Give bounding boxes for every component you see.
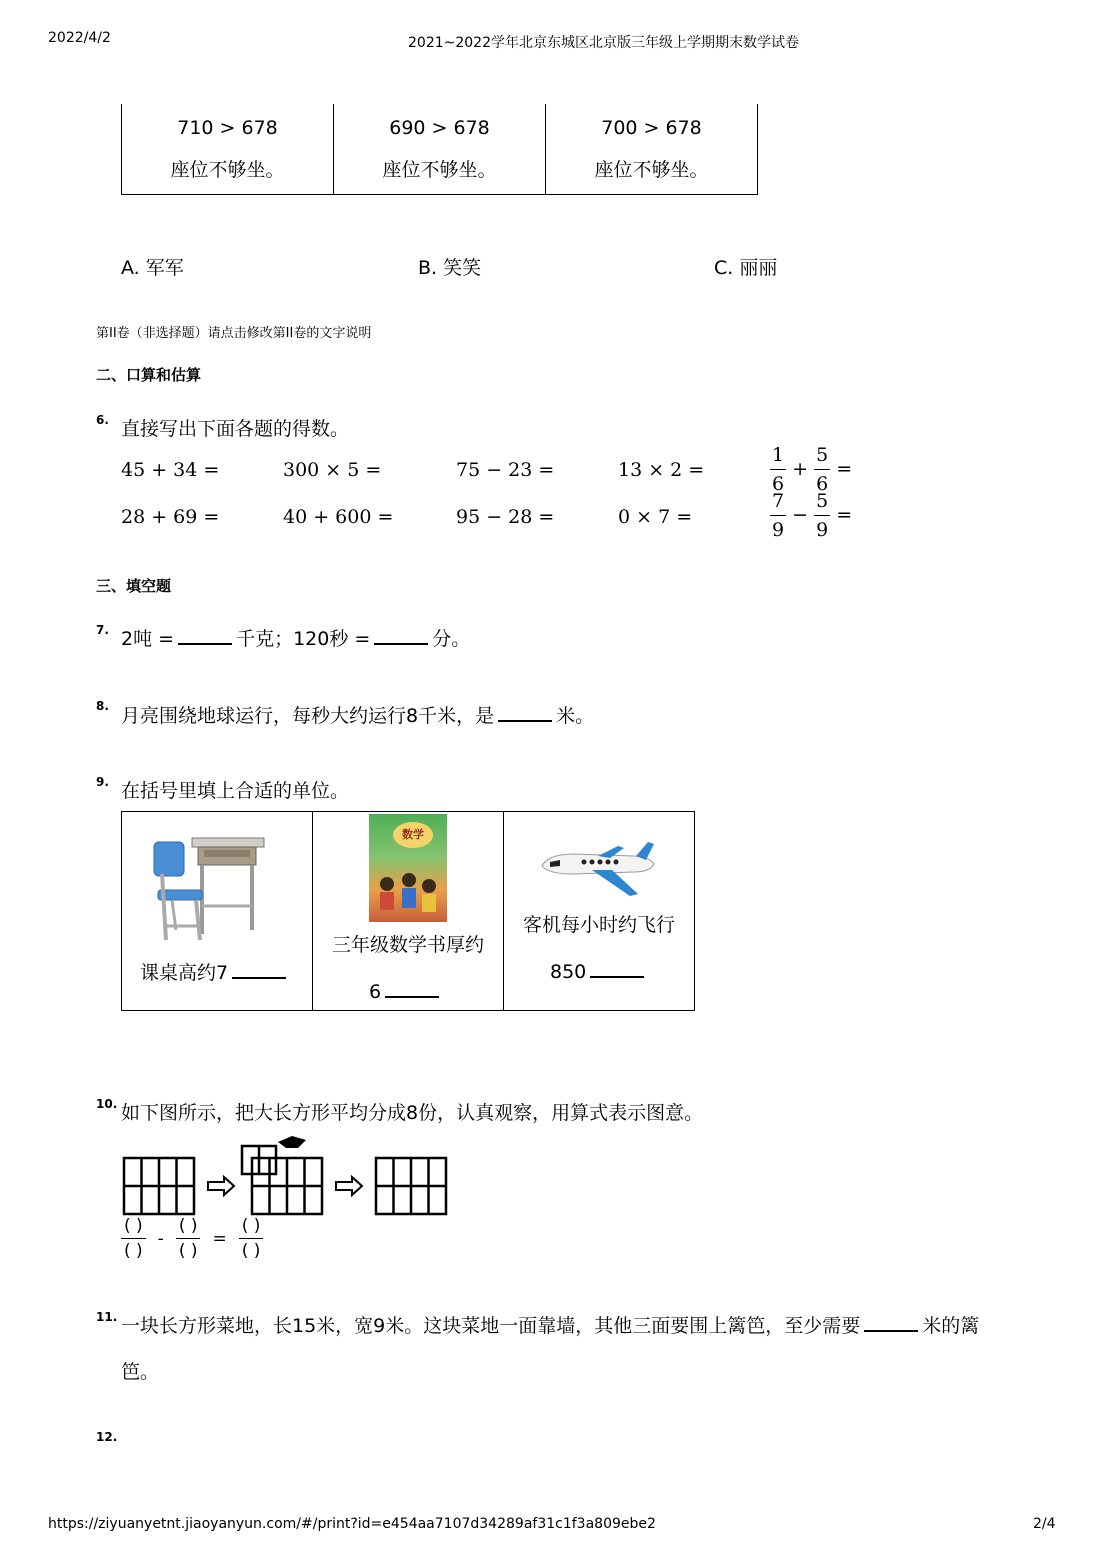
question-number: 7. (96, 623, 109, 637)
fraction-calc-item (770, 446, 852, 494)
fraction-calc-item (770, 492, 852, 540)
plane-value: 850 (550, 961, 587, 983)
question-number: 6. (96, 413, 109, 427)
desk-cell (122, 812, 313, 1011)
fraction-equation (121, 1218, 263, 1260)
plane-prompt-line2 (550, 958, 648, 983)
question-text (121, 1311, 979, 1338)
minus-sign: - (157, 1229, 164, 1249)
calc-item: 300 × 5 = (283, 459, 382, 481)
calc-item: 95 − 28 = (456, 506, 555, 528)
text-part: 米。 (556, 705, 595, 727)
denominator-blank: ( ) (178, 1241, 198, 1261)
denominator-blank: ( ) (124, 1241, 143, 1261)
result-text: 座位不够坐。 (170, 158, 285, 181)
desk-text: 课桌高约7 (140, 962, 229, 984)
fraction-blank[interactable] (239, 1218, 264, 1260)
answer-blank[interactable] (178, 625, 232, 645)
text-part: 2吨 = (121, 628, 175, 650)
answer-blank[interactable] (385, 978, 439, 998)
text-part: 米的篱 (922, 1315, 980, 1337)
text-part: 分。 (432, 628, 471, 650)
question-number: 12. (96, 1430, 118, 1444)
answer-blank[interactable] (232, 959, 286, 979)
section-heading: 三、填空题 (96, 577, 172, 595)
numerator: 5 (814, 492, 830, 516)
option-cell-a (122, 104, 334, 195)
operator: + (792, 458, 809, 480)
compare-text: 690 > 678 (389, 116, 490, 139)
equals: = (836, 504, 853, 526)
denominator: 9 (816, 519, 829, 541)
plane-prompt-line1: 客机每小时约飞行 (522, 914, 675, 936)
equals-sign: = (212, 1229, 227, 1249)
print-date: 2022/4/2 (48, 30, 111, 46)
calc-item: 40 + 600 = (283, 506, 394, 528)
document-title: 2021~2022学年北京东城区北京版三年级上学期期末数学试卷 (408, 35, 799, 51)
question-text-line2: 笆。 (121, 1361, 160, 1383)
children-illustration (369, 862, 447, 922)
denominator: 6 (816, 473, 829, 495)
question-text (121, 701, 594, 728)
compare-text: 700 > 678 (601, 116, 702, 139)
numerator: 7 (770, 492, 786, 516)
choice-b[interactable]: B. 笑笑 (418, 257, 482, 279)
question-text: 在括号里填上合适的单位。 (121, 780, 350, 802)
fraction-blank[interactable] (121, 1218, 146, 1260)
page-number: 2/4 (1033, 1516, 1056, 1532)
answer-blank[interactable] (498, 702, 552, 722)
text-part: 月亮围绕地球运行，每秒大约运行8千米，是 (121, 705, 495, 727)
denominator: 9 (772, 519, 785, 541)
footer-url[interactable]: https://ziyuanyetnt.jiaoyanyun.com/#/print?id=e454aa7107d34289af31c1f3a809ebe2 (48, 1516, 656, 1532)
numerator: 5 (814, 446, 830, 470)
book-cover-title: 数学 (393, 822, 433, 848)
calc-item: 45 + 34 = (121, 459, 220, 481)
calc-item: 28 + 69 = (121, 506, 220, 528)
choice-c[interactable]: C. 丽丽 (714, 257, 778, 279)
fraction-blank[interactable] (176, 1218, 201, 1260)
numerator-blank: ( ) (121, 1218, 146, 1239)
calc-item: 13 × 2 = (618, 459, 705, 481)
result-text: 座位不够坐。 (594, 158, 709, 181)
math-book-image (369, 814, 447, 922)
desk-chair-image (152, 834, 272, 946)
answer-blank[interactable] (590, 958, 644, 978)
options-table-continued (121, 104, 758, 195)
airplane-image (538, 840, 658, 902)
question-text (121, 624, 470, 651)
book-prompt-line1: 三年级数学书厚约 (331, 934, 484, 956)
compare-text: 710 > 678 (177, 116, 278, 139)
denominator: 6 (772, 473, 785, 495)
choice-a[interactable]: A. 军军 (121, 257, 184, 279)
question-number: 9. (96, 775, 109, 789)
units-table (121, 811, 695, 1011)
operator: − (792, 504, 809, 526)
text-part: 一块长方形菜地，长15米，宽9米。这块菜地一面靠墙，其他三面要围上篱笆，至少需要 (121, 1315, 861, 1337)
plane-cell (504, 812, 695, 1011)
text-part: 千克；120秒 = (236, 628, 371, 650)
question-number: 10. (96, 1097, 118, 1111)
question-text: 如下图所示，把大长方形平均分成8份，认真观察，用算式表示图意。 (121, 1102, 704, 1124)
numerator-blank: ( ) (176, 1218, 201, 1239)
result-text: 座位不够坐。 (382, 158, 497, 181)
book-cell (313, 812, 504, 1011)
option-cell-b (334, 104, 546, 195)
denominator-blank: ( ) (241, 1241, 261, 1261)
option-cell-c (546, 104, 758, 195)
section-heading: 二、口算和估算 (96, 366, 202, 384)
numerator-blank: ( ) (239, 1218, 264, 1239)
question-number: 8. (96, 699, 109, 713)
desk-prompt (140, 958, 290, 985)
equals: = (836, 458, 853, 480)
calc-item: 75 − 23 = (456, 459, 555, 481)
question-number: 11. (96, 1310, 118, 1324)
numerator: 1 (770, 446, 786, 470)
part2-note: 第II卷（非选择题）请点击修改第II卷的文字说明 (96, 326, 372, 341)
answer-blank[interactable] (374, 625, 428, 645)
answer-blank[interactable] (864, 1312, 918, 1332)
rectangle-fraction-diagram (120, 1134, 460, 1220)
calc-item: 0 × 7 = (618, 506, 693, 528)
question-text: 直接写出下面各题的得数。 (121, 418, 350, 440)
scissors-icon (278, 1136, 306, 1148)
book-value: 6 (369, 981, 382, 1003)
book-prompt-line2 (369, 978, 443, 1003)
